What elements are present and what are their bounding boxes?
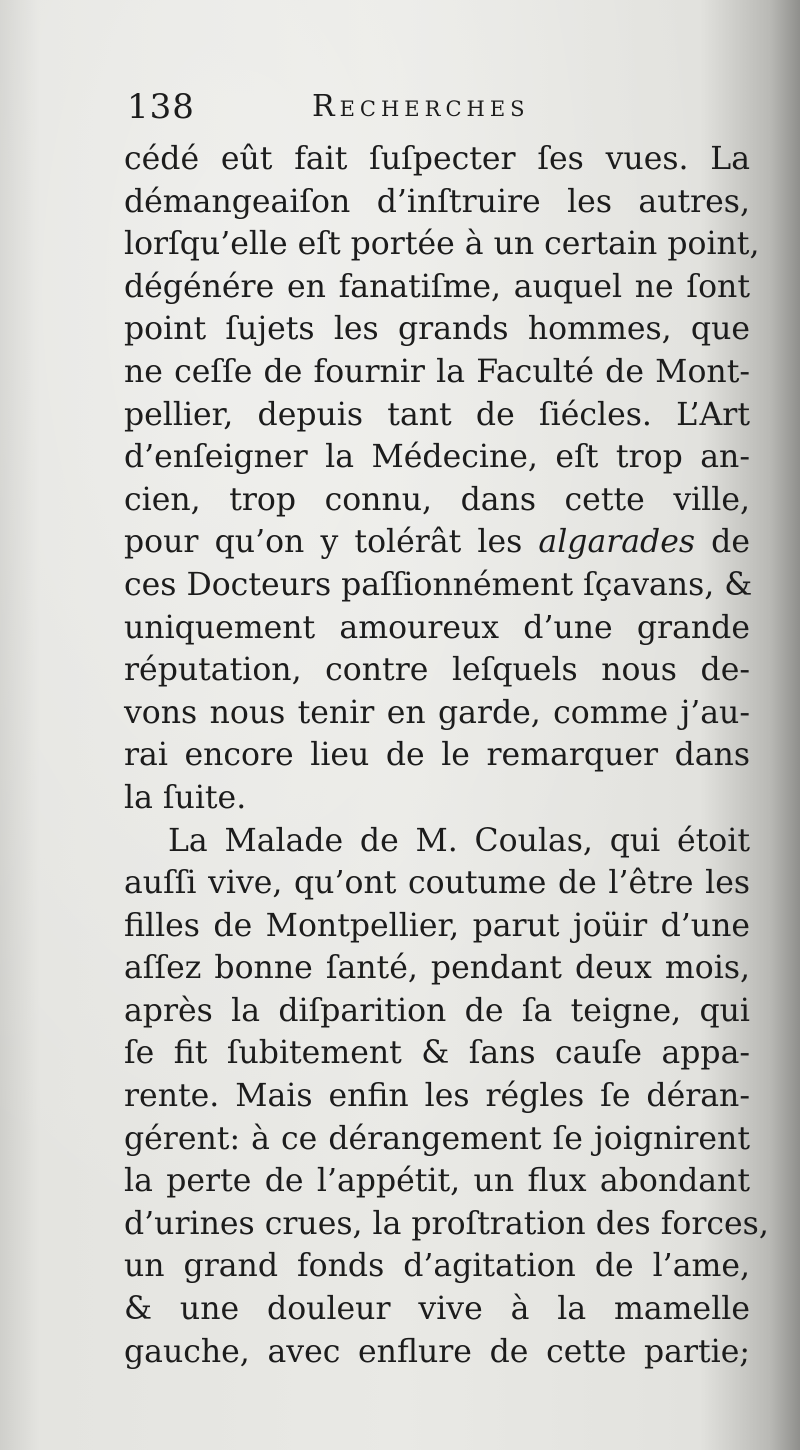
text-line: aſſez bonne ſanté, pendant deux mois, <box>124 950 750 987</box>
text-line: point ſujets les grands hommes, que <box>124 311 750 348</box>
paragraph-1 <box>124 138 760 820</box>
text-line: gérent: à ce dérangement ſe joignirent <box>124 1120 750 1157</box>
text-line: vons nous tenir en garde, comme j’au- <box>124 694 750 731</box>
text-line: uniquement amoureux d’une grande <box>124 609 750 646</box>
text-line: dégénére en fanatiſme, auquel ne ſont <box>124 268 750 305</box>
page-number: 138 <box>127 87 195 127</box>
text-line: auſſi vive, qu’ont coutume de l’être les <box>124 865 750 902</box>
text-line: gauche, avec enflure de cette partie; <box>124 1333 750 1370</box>
page-header <box>127 82 737 132</box>
text-line: La Malade de M. Coulas, qui étoit <box>168 822 750 859</box>
text-line: réputation, contre leſquels nous de- <box>124 652 750 689</box>
text-line: d’urines crues, la proſtration des forces, <box>124 1205 769 1242</box>
text-line: cien, trop connu, dans cette ville, <box>124 481 750 518</box>
italic-word: algarades <box>538 524 696 561</box>
text-line <box>124 521 750 564</box>
paragraph-2 <box>124 820 769 1374</box>
text-line: filles de Montpellier, parut joüir d’une <box>124 907 750 944</box>
text-line: lorſqu’elle eſt portée à un certain point, <box>124 226 760 263</box>
text-line: ne ceſſe de fournir la Faculté de Mont- <box>124 353 750 390</box>
text-line: ces Docteurs paſſionnément ſçavans, & <box>124 566 753 603</box>
text-line: pellier, depuis tant de ſiécles. L’Art <box>124 396 750 433</box>
text-line: démangeaiſon d’inſtruire les autres, <box>124 183 750 220</box>
running-head: Recherches <box>312 89 530 124</box>
text-line: d’enſeigner la Médecine, eſt trop an- <box>124 439 750 476</box>
text-line: la ſuite. <box>124 779 247 816</box>
text-segment: pour qu’on y tolérât les <box>124 524 539 561</box>
text-line: rai encore lieu de le remarquer dans <box>124 737 750 774</box>
text-line: la perte de l’appétit, un flux abondant <box>124 1163 750 1200</box>
text-line: ſe fit ſubitement & ſans cauſe appa- <box>124 1035 750 1072</box>
text-segment: de <box>695 524 750 561</box>
text-line: après la diſparition de ſa teigne, qui <box>124 992 750 1029</box>
text-line: cédé eût fait ſuſpecter ſes vues. La <box>124 141 750 177</box>
body-text <box>124 138 769 1373</box>
text-line: & une douleur vive à la mamelle <box>124 1291 750 1328</box>
text-line: un grand fonds d’agitation de l’ame, <box>124 1248 750 1285</box>
text-line: rente. Mais enfin les régles ſe déran- <box>124 1078 750 1115</box>
